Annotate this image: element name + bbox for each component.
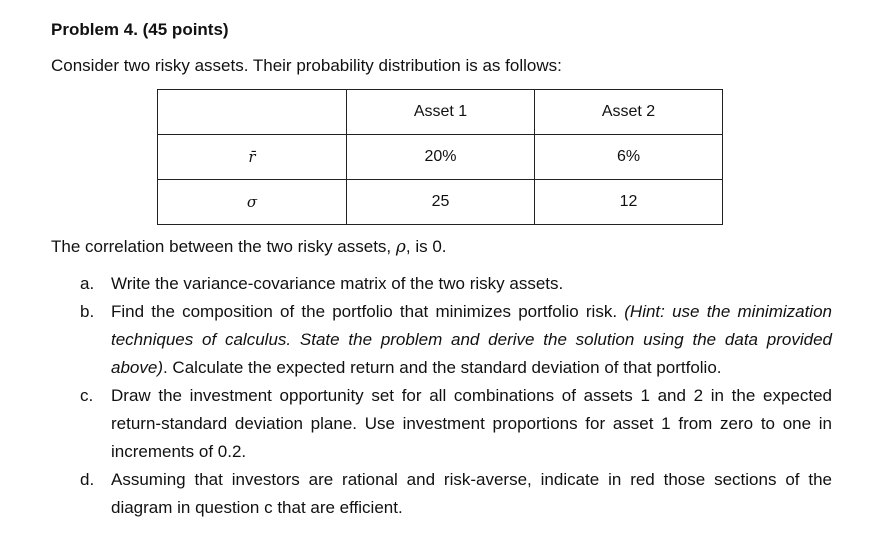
item-marker: d. bbox=[80, 470, 95, 489]
table-header-asset2: Asset 2 bbox=[535, 90, 723, 135]
item-marker: b. bbox=[80, 302, 95, 321]
probability-distribution-table bbox=[157, 89, 723, 225]
question-list bbox=[80, 270, 832, 522]
problem-title: Problem 4. (45 points) bbox=[51, 20, 229, 39]
row-symbol-std-dev bbox=[158, 180, 347, 225]
rho-symbol: ρ bbox=[395, 237, 406, 257]
item-text: Find the composition of the portfolio that minimizes portfolio risk. bbox=[111, 302, 625, 321]
correlation-suffix: , is 0. bbox=[405, 237, 447, 256]
table-header-row bbox=[158, 90, 723, 135]
row-symbol-expected-return bbox=[158, 135, 347, 180]
asset1-expected-return: 20% bbox=[347, 135, 535, 180]
item-text: Write the variance-covariance matrix of the two risky assets. bbox=[111, 274, 564, 293]
std-dev-symbol: σ bbox=[246, 192, 258, 211]
table-header-empty bbox=[158, 90, 347, 135]
problem-intro: Consider two risky assets. Their probability distribution is as follows: bbox=[51, 56, 562, 75]
asset2-std-dev: 12 bbox=[535, 180, 723, 225]
table-row bbox=[158, 180, 723, 225]
table-header-asset1: Asset 1 bbox=[347, 90, 535, 135]
list-item bbox=[80, 466, 832, 522]
table-row bbox=[158, 135, 723, 180]
list-item bbox=[80, 382, 832, 466]
list-item bbox=[80, 298, 832, 382]
item-marker: c. bbox=[80, 386, 94, 405]
item-marker: a. bbox=[80, 274, 95, 293]
item-text: Assuming that investors are rational and risk-averse, indicate in red those sections of the diagram in question c that are efficient. bbox=[111, 470, 832, 517]
item-text-continued: . Calculate the expected return and the standard deviation of that portfolio. bbox=[162, 358, 722, 377]
item-text: Draw the investment opportunity set for all combinations of assets 1 and 2 in the expected return-standard deviation plane. Use investment proportions for asset 1 from zero to one in increments of 0.2. bbox=[111, 386, 832, 461]
asset2-expected-return: 6% bbox=[535, 135, 723, 180]
asset1-std-dev: 25 bbox=[347, 180, 535, 225]
correlation-statement bbox=[51, 237, 447, 257]
correlation-prefix: The correlation between the two risky assets, bbox=[51, 237, 396, 256]
expected-return-symbol: r̄ bbox=[248, 147, 256, 166]
item-hint: (Hint: use the minimization techniques of calculus. State the problem and derive the solution using the data provided above) bbox=[111, 302, 832, 377]
list-item bbox=[80, 270, 832, 298]
